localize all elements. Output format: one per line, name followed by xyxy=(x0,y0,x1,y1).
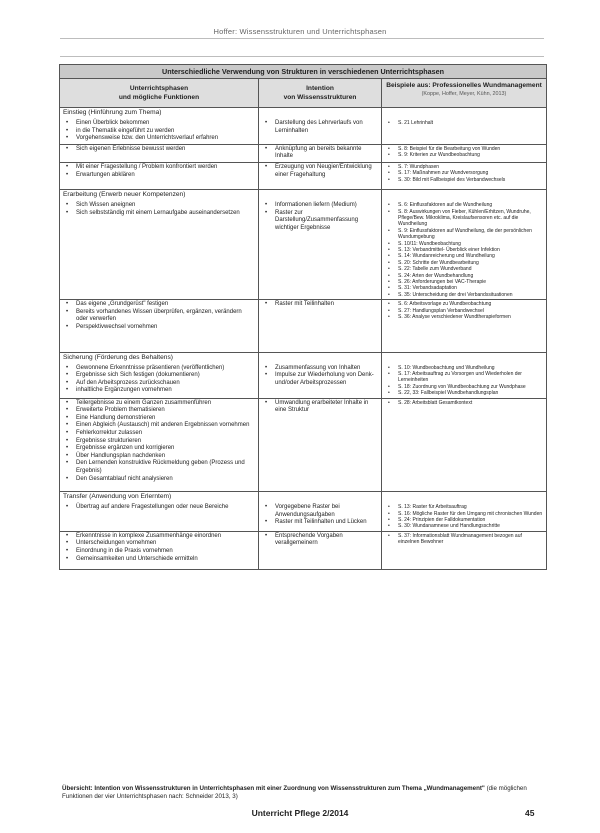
section-row xyxy=(60,162,547,189)
example-item-list xyxy=(385,146,543,159)
phase-row-empty-cell xyxy=(259,108,382,120)
intentions-cell-content xyxy=(259,163,381,185)
examples-cell xyxy=(382,531,547,569)
examples-cell-content xyxy=(382,300,546,340)
phase-row xyxy=(60,352,547,364)
function-item: • Erwartungen abklären xyxy=(63,172,255,180)
examples-cell xyxy=(382,162,547,189)
functions-cell xyxy=(60,201,259,300)
intention-item: • Impulse zur Wiederholung von Denk- und/oder Arbeitsprozessen xyxy=(262,372,378,387)
intention-item-list xyxy=(262,146,378,161)
intention-item: • Entsprechende Vorgaben verallgemeinern xyxy=(262,533,378,548)
example-item: • S. 8: Auswirkungen von Fieber, Kühlen/Erhitzen, Wundruhe, Pflege/Bew. Mikroklima, Kreislaufsensoren etc. auf die Wundheilung xyxy=(385,209,543,228)
examples-cell xyxy=(382,144,547,162)
function-item: • Gewonnene Erkenntnisse präsentieren (veröffentlichen) xyxy=(63,365,255,373)
example-item: • S. 8: Beispiel für die Bearbeitung von Wunden xyxy=(385,146,543,152)
section-row xyxy=(60,531,547,569)
intentions-cell xyxy=(259,503,382,531)
function-item-list xyxy=(63,146,255,154)
example-item: • S. 10: Wundbeobachtung und Wundheilung xyxy=(385,365,543,371)
phase-row-empty-cell xyxy=(259,492,382,504)
functions-cell-content xyxy=(60,300,258,351)
caption-text: (die möglichen Funktionen der vier Unterrichtsphasen nach: Schneider 2013, 3) xyxy=(62,785,527,800)
functions-cell xyxy=(60,531,259,569)
intentions-cell xyxy=(259,364,382,399)
phase-title: Einstieg (Hinführung zum Thema) xyxy=(60,108,259,120)
intentions-cell-content xyxy=(259,145,381,162)
intention-item: • Zusammenfassung von Inhalten xyxy=(262,365,378,373)
examples-cell xyxy=(382,119,547,144)
examples-cell xyxy=(382,398,547,492)
examples-cell xyxy=(382,201,547,300)
intentions-cell-content xyxy=(259,201,381,233)
example-item: • S. 13: Verbandmittel- Überblick einer Infektion xyxy=(385,247,543,253)
intention-item-list xyxy=(262,120,378,135)
intention-item-list xyxy=(262,400,378,415)
column-header-phases xyxy=(60,79,259,108)
example-item: • S. 13: Raster für Arbeitsauftrag xyxy=(385,504,543,510)
running-head: Hoffer: Wissensstrukturen und Unterrichtsphasen xyxy=(213,27,387,36)
example-item: • S. 37: Informationsblatt Wundmanagement bezogen auf einzelnen Bewohner xyxy=(385,533,543,546)
function-item: • Einordnung in die Praxis vornehmen xyxy=(63,548,255,556)
function-item: • Vorgehensweise bzw. den Unterrichtsverlauf erfahren xyxy=(63,135,255,143)
phase-row-empty-cell xyxy=(382,352,547,364)
example-item-list xyxy=(385,400,543,406)
phase-title: Transfer (Anwendung von Erlerntem) xyxy=(60,492,259,504)
examples-cell-content xyxy=(382,119,546,127)
examples-cell-content xyxy=(382,532,546,552)
function-item: • Fehlerkorrektur zulassen xyxy=(63,430,255,438)
section-row xyxy=(60,503,547,531)
examples-cell xyxy=(382,300,547,352)
example-item: • S. 30: Bild mit Fallbeispiel des Verbandwechsels xyxy=(385,177,543,183)
intentions-cell xyxy=(259,531,382,569)
functions-cell-content xyxy=(60,503,258,513)
example-item: • S. 21 Lehrinhalt xyxy=(385,120,543,126)
phase-row xyxy=(60,190,547,202)
examples-cell-content xyxy=(382,145,546,160)
intention-item-list xyxy=(262,365,378,388)
intention-item-list xyxy=(262,504,378,527)
function-item: • Ergebnisse strukturieren xyxy=(63,438,255,446)
column-header-intention xyxy=(259,79,382,108)
function-item: • Den Lernenden konstruktive Rückmeldung geben (Prozess und Ergebnis) xyxy=(63,460,255,475)
function-item: • in die Thematik eingeführt zu werden xyxy=(63,128,255,136)
function-item: • Erweiterte Problem thematisieren xyxy=(63,407,255,415)
phase-row xyxy=(60,492,547,504)
example-item: • S. 7: Wundphasen xyxy=(385,164,543,170)
intentions-cell-content xyxy=(259,364,381,389)
example-item: • S. 24: Arten der Wundbehandlung xyxy=(385,273,543,279)
examples-cell-content xyxy=(382,163,546,189)
intentions-cell xyxy=(259,398,382,492)
example-item-list xyxy=(385,504,543,530)
intention-item: • Erzeugung von Neugier/Entwicklung einer Fragehaltung xyxy=(262,164,378,179)
intention-item: • Umwandlung erarbeiteter Inhalte in eine Struktur xyxy=(262,400,378,415)
column-header-examples-line1: Beispiele aus: Professionelles Wundmanagement xyxy=(386,82,542,89)
intentions-cell-content xyxy=(259,300,381,329)
functions-cell xyxy=(60,503,259,531)
column-header-phases-line1: Unterrichtsphasen xyxy=(129,85,189,92)
intentions-cell xyxy=(259,300,382,352)
example-item: • S. 36: Analyse verschiedener Wundtherapieformen xyxy=(385,314,543,320)
example-item-list xyxy=(385,164,543,183)
intention-item-list xyxy=(262,533,378,548)
intentions-cell xyxy=(259,201,382,300)
column-header-examples-line2: (Koppe, Hoffer, Meyer, Kühn, 2013) xyxy=(421,91,507,97)
function-item-list xyxy=(63,400,255,484)
example-item: • S. 18: Zuordnung von Wundbeobachtung zur Wundphase xyxy=(385,384,543,390)
intention-item-list xyxy=(262,301,378,309)
example-item: • S. 6: Einflussfaktoren auf die Wundheilung xyxy=(385,202,543,208)
page-number: 45 xyxy=(525,808,535,818)
example-item: • S. 10/11: Wundbeobachtung xyxy=(385,241,543,247)
examples-cell-content xyxy=(382,503,546,531)
functions-cell-content xyxy=(60,145,258,155)
intention-item: • Anknüpfung an bereits bekannte Inhalte xyxy=(262,146,378,161)
column-header-intention-line1: Intention xyxy=(306,85,334,92)
function-item: • Übertrag auf andere Fragestellungen oder neue Bereiche xyxy=(63,504,255,512)
function-item: • Einen Abgleich (Austausch) mit anderen Ergebnissen vornehmen xyxy=(63,422,255,430)
functions-cell-content xyxy=(60,399,258,492)
functions-cell xyxy=(60,364,259,399)
intentions-cell-content xyxy=(259,399,381,423)
example-item: • S. 16: Mögliche Raster für den Umgang mit chronischen Wunden xyxy=(385,511,543,517)
phase-row-empty-cell xyxy=(259,352,382,364)
functions-cell-content xyxy=(60,532,258,569)
function-item-list xyxy=(63,533,255,563)
figure-caption xyxy=(62,785,544,801)
example-item-list xyxy=(385,202,543,298)
function-item-list xyxy=(63,120,255,143)
functions-cell xyxy=(60,119,259,144)
examples-cell xyxy=(382,364,547,399)
example-item-list xyxy=(385,533,543,546)
table-body xyxy=(60,108,547,570)
function-item: • Bereits vorhandenes Wissen überprüfen, ergänzen, verändern oder verwerfen xyxy=(63,309,255,324)
example-item: • S. 35: Unterscheidung der drei Verbandssituationen xyxy=(385,292,543,298)
phase-row-empty-cell xyxy=(382,492,547,504)
intention-item: • Vorgegebene Raster bei Anwendungsaufgaben xyxy=(262,504,378,519)
phase-title: Sicherung (Förderung des Behaltens) xyxy=(60,352,259,364)
function-item: • Mit einer Fragestellung / Problem konfrontiert werden xyxy=(63,164,255,172)
example-item: • S. 14: Wundanreicherung und Wundheilung xyxy=(385,253,543,259)
function-item: • Ergebnisse sich Sich festigen (dokumentieren) xyxy=(63,372,255,380)
function-item: • Erkenntnisse in komplexe Zusammenhänge einordnen xyxy=(63,533,255,541)
function-item: • Sich Wissen aneignen xyxy=(63,202,255,210)
function-item: • Einen Überblick bekommen xyxy=(63,120,255,128)
section-row xyxy=(60,201,547,300)
example-item: • S. 24: Prinzipien der Falldokumentation xyxy=(385,517,543,523)
function-item-list xyxy=(63,301,255,331)
intentions-cell-content xyxy=(259,503,381,528)
examples-cell-content xyxy=(382,364,546,398)
intention-item-list xyxy=(262,164,378,179)
function-item: • Teilergebnisse zu einem Ganzen zusammenführen xyxy=(63,400,255,408)
function-item: • Sich eigenen Erlebnisse bewusst werden xyxy=(63,146,255,154)
function-item-list xyxy=(63,365,255,395)
functions-cell-content xyxy=(60,364,258,396)
intention-item: • Raster zur Darstellung/Zusammenfassung wichtiger Ergebnisse xyxy=(262,210,378,233)
caption-label: Übersicht: xyxy=(62,785,93,792)
table-title: Unterschiedliche Verwendung von Strukturen in verschiedenen Unterrichtsphasen xyxy=(60,65,547,79)
example-item: • S. 17: Arbeitsauftrag zu Vorsorgen und Wiederholen der Lerneinheiten xyxy=(385,371,543,384)
section-row xyxy=(60,300,547,352)
intention-item-list xyxy=(262,202,378,232)
footer-title: Unterricht Pflege 2/2014 xyxy=(251,808,349,818)
example-item-list xyxy=(385,120,543,126)
function-item-list xyxy=(63,202,255,217)
intentions-cell-content xyxy=(259,119,381,136)
functions-cell xyxy=(60,300,259,352)
example-item: • S. 6: Arbeitsvorlage zu Wundbeobachtung xyxy=(385,301,543,307)
section-row xyxy=(60,364,547,399)
header-rule xyxy=(60,38,544,39)
example-item: • S. 9: Einflussfaktoren auf Wundheilung, die der persönlichen Wundumgebung xyxy=(385,228,543,241)
function-item: • Ergebnisse ergänzen und korrigieren xyxy=(63,445,255,453)
functions-cell-content xyxy=(60,201,258,218)
section-row xyxy=(60,398,547,492)
header-rule-lower xyxy=(60,56,544,57)
function-item: • Den Gesamtablauf nicht analysieren xyxy=(63,476,255,484)
example-item: • S. 30: Wundanamnese und Handlungsschritte xyxy=(385,523,543,529)
function-item: • Sich selbstständig mit einem Lernaufgabe auseinandersetzen xyxy=(63,210,255,218)
example-item-list xyxy=(385,301,543,320)
example-item: • S. 17: Maßnahmen zur Wundversorgung xyxy=(385,170,543,176)
function-item: • Über Handlungsplan nachdenken xyxy=(63,453,255,461)
function-item: • Das eigene „Grundgerüst" festigen xyxy=(63,301,255,309)
column-header-examples xyxy=(382,79,547,108)
function-item: • Perspektivwechsel vornehmen xyxy=(63,324,255,332)
function-item: • Auf den Arbeitsprozess zurückschauen xyxy=(63,380,255,388)
phase-title: Erarbeitung (Erwerb neuer Kompetenzen) xyxy=(60,190,259,202)
functions-cell xyxy=(60,144,259,162)
example-item: • S. 27: Handlungsplan Verbandwechsel xyxy=(385,308,543,314)
functions-cell-content xyxy=(60,163,258,185)
example-item-list xyxy=(385,365,543,397)
phases-table xyxy=(59,64,547,570)
examples-cell xyxy=(382,503,547,531)
example-item: • S. 28: Arbeitsblatt Gesamtkontext xyxy=(385,400,543,406)
examples-cell-content xyxy=(382,399,546,414)
intention-item: • Raster mit Teilinhalten und Lücken xyxy=(262,519,378,527)
phase-row-empty-cell xyxy=(382,108,547,120)
phase-row-empty-cell xyxy=(382,190,547,202)
intention-item: • Darstellung des Lehrverlaufs von Lerninhalten xyxy=(262,120,378,135)
intentions-cell xyxy=(259,144,382,162)
intentions-cell xyxy=(259,162,382,189)
functions-cell xyxy=(60,398,259,492)
function-item-list xyxy=(63,164,255,179)
intention-item: • Raster mit Teilinhalten xyxy=(262,301,378,309)
intentions-cell xyxy=(259,119,382,144)
function-item: • inhaltliche Ergänzungen vornehmen xyxy=(63,387,255,395)
examples-cell-content xyxy=(382,201,546,299)
function-item-list xyxy=(63,504,255,512)
intentions-cell-content xyxy=(259,532,381,554)
example-item: • S. 26: Anforderungen bei VAC-Therapie xyxy=(385,279,543,285)
example-item: • S. 9: Kriterien zur Wundbeobachtung xyxy=(385,152,543,158)
phase-row-empty-cell xyxy=(259,190,382,202)
section-row xyxy=(60,119,547,144)
function-item: • Unterscheidungen vornehmen xyxy=(63,540,255,548)
example-item: • S. 20: Schritte der Wundbearbeitung xyxy=(385,260,543,266)
column-header-phases-line2: und mögliche Funktionen xyxy=(118,94,200,101)
function-item: • Eine Handlung demonstrieren xyxy=(63,415,255,423)
example-item: • S. 31: Verbandsadaptation xyxy=(385,285,543,291)
intention-item: • Informationen liefern (Medium) xyxy=(262,202,378,210)
function-item: • Gemeinsamkeiten und Unterschiede ermitteln xyxy=(63,556,255,564)
caption-bold-text: Intention von Wissensstrukturen in Unterrichtsphasen mit einer Zuordnung von Wissensstrukturen zum Thema „Wundmanagement" xyxy=(94,785,485,792)
section-row xyxy=(60,144,547,162)
functions-cell xyxy=(60,162,259,189)
example-item: • S. 22: Tabelle zum Wundverband xyxy=(385,266,543,272)
functions-cell-content xyxy=(60,119,258,144)
phase-row xyxy=(60,108,547,120)
column-header-intention-line2: von Wissensstrukturen xyxy=(283,94,357,101)
example-item: • S. 22, 33: Fallbeispiel Wundbehandlungsplan xyxy=(385,390,543,396)
